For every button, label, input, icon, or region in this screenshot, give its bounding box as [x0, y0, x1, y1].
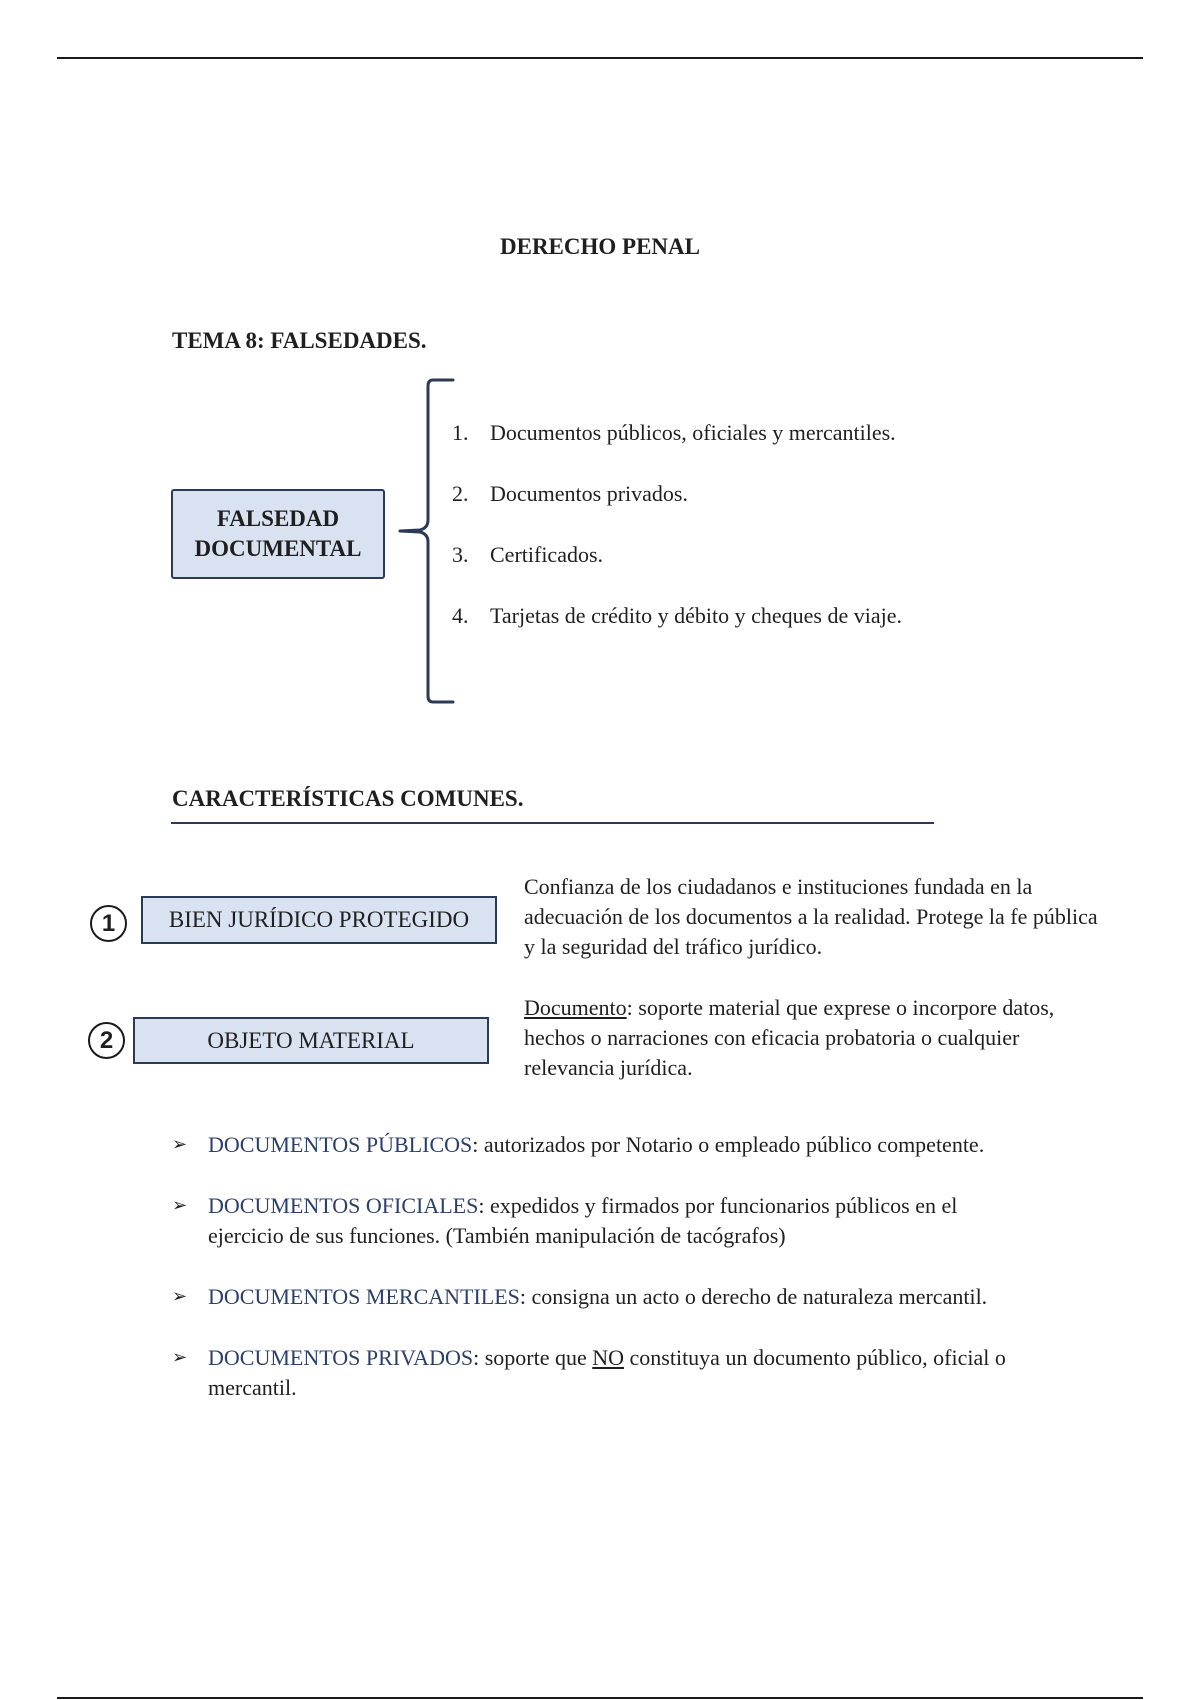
falsedad-label-line2: DOCUMENTAL — [194, 536, 362, 561]
documento-term: Documento — [524, 995, 627, 1020]
caracteristicas-heading: CARACTERÍSTICAS COMUNES. — [172, 786, 524, 811]
objeto-material-box: OBJETO MATERIAL — [133, 1017, 489, 1064]
list-item: 2. Documentos privados. — [452, 481, 688, 506]
arrow-bullet-icon: ➢ — [172, 1195, 188, 1216]
arrow-bullet-icon: ➢ — [172, 1347, 188, 1368]
top-rule — [57, 57, 1143, 59]
list-item: ➢ DOCUMENTOS PÚBLICOS: autorizados por Notario o empleado público competente. — [172, 1130, 1032, 1160]
list-item: ➢ DOCUMENTOS MERCANTILES: consigna un acto o derecho de naturaleza mercantil. — [172, 1282, 1032, 1312]
page-title: DERECHO PENAL — [500, 234, 700, 259]
caracteristicas-underline — [171, 822, 934, 824]
falsedad-label-line1: FALSEDAD — [216, 506, 340, 531]
tema-heading: TEMA 8: FALSEDADES. — [172, 328, 427, 353]
document-types-list — [172, 1130, 1032, 1434]
objeto-material-description: Documento: soporte material que exprese o incorpore datos, hechos o narraciones con eficacia probatoria o cualquier relevancia jurídica. — [524, 995, 1055, 1080]
falsedad-document-list — [452, 418, 902, 662]
list-item: ➢ DOCUMENTOS OFICIALES: expedidos y firmados por funcionarios públicos en el ejercicio de sus funciones. (También manipulación de tacógrafos) — [172, 1193, 958, 1248]
arrow-bullet-icon: ➢ — [172, 1286, 188, 1307]
number-2-icon: 2 — [88, 1022, 125, 1059]
falsedad-documental-box — [171, 489, 385, 579]
list-item: 1. Documentos públicos, oficiales y mercantiles. — [452, 420, 896, 445]
number-1-icon: 1 — [90, 905, 127, 942]
list-item: 4. Tarjetas de crédito y débito y cheques de viaje. — [452, 603, 903, 628]
curly-brace-icon — [395, 378, 455, 704]
list-item: 3. Certificados. — [452, 542, 604, 567]
list-item: ➢ DOCUMENTOS PRIVADOS: soporte que NO constituya un documento público, oficial o mercantil. — [172, 1345, 1006, 1400]
bottom-rule — [57, 1697, 1143, 1699]
bien-juridico-description: Confianza de los ciudadanos e instituciones fundada en la adecuación de los documentos a la realidad. Protege la fe pública y la seguridad del tráfico jurídico. — [524, 874, 1098, 959]
arrow-bullet-icon: ➢ — [172, 1134, 188, 1155]
bien-juridico-box: BIEN JURÍDICO PROTEGIDO — [141, 896, 497, 944]
